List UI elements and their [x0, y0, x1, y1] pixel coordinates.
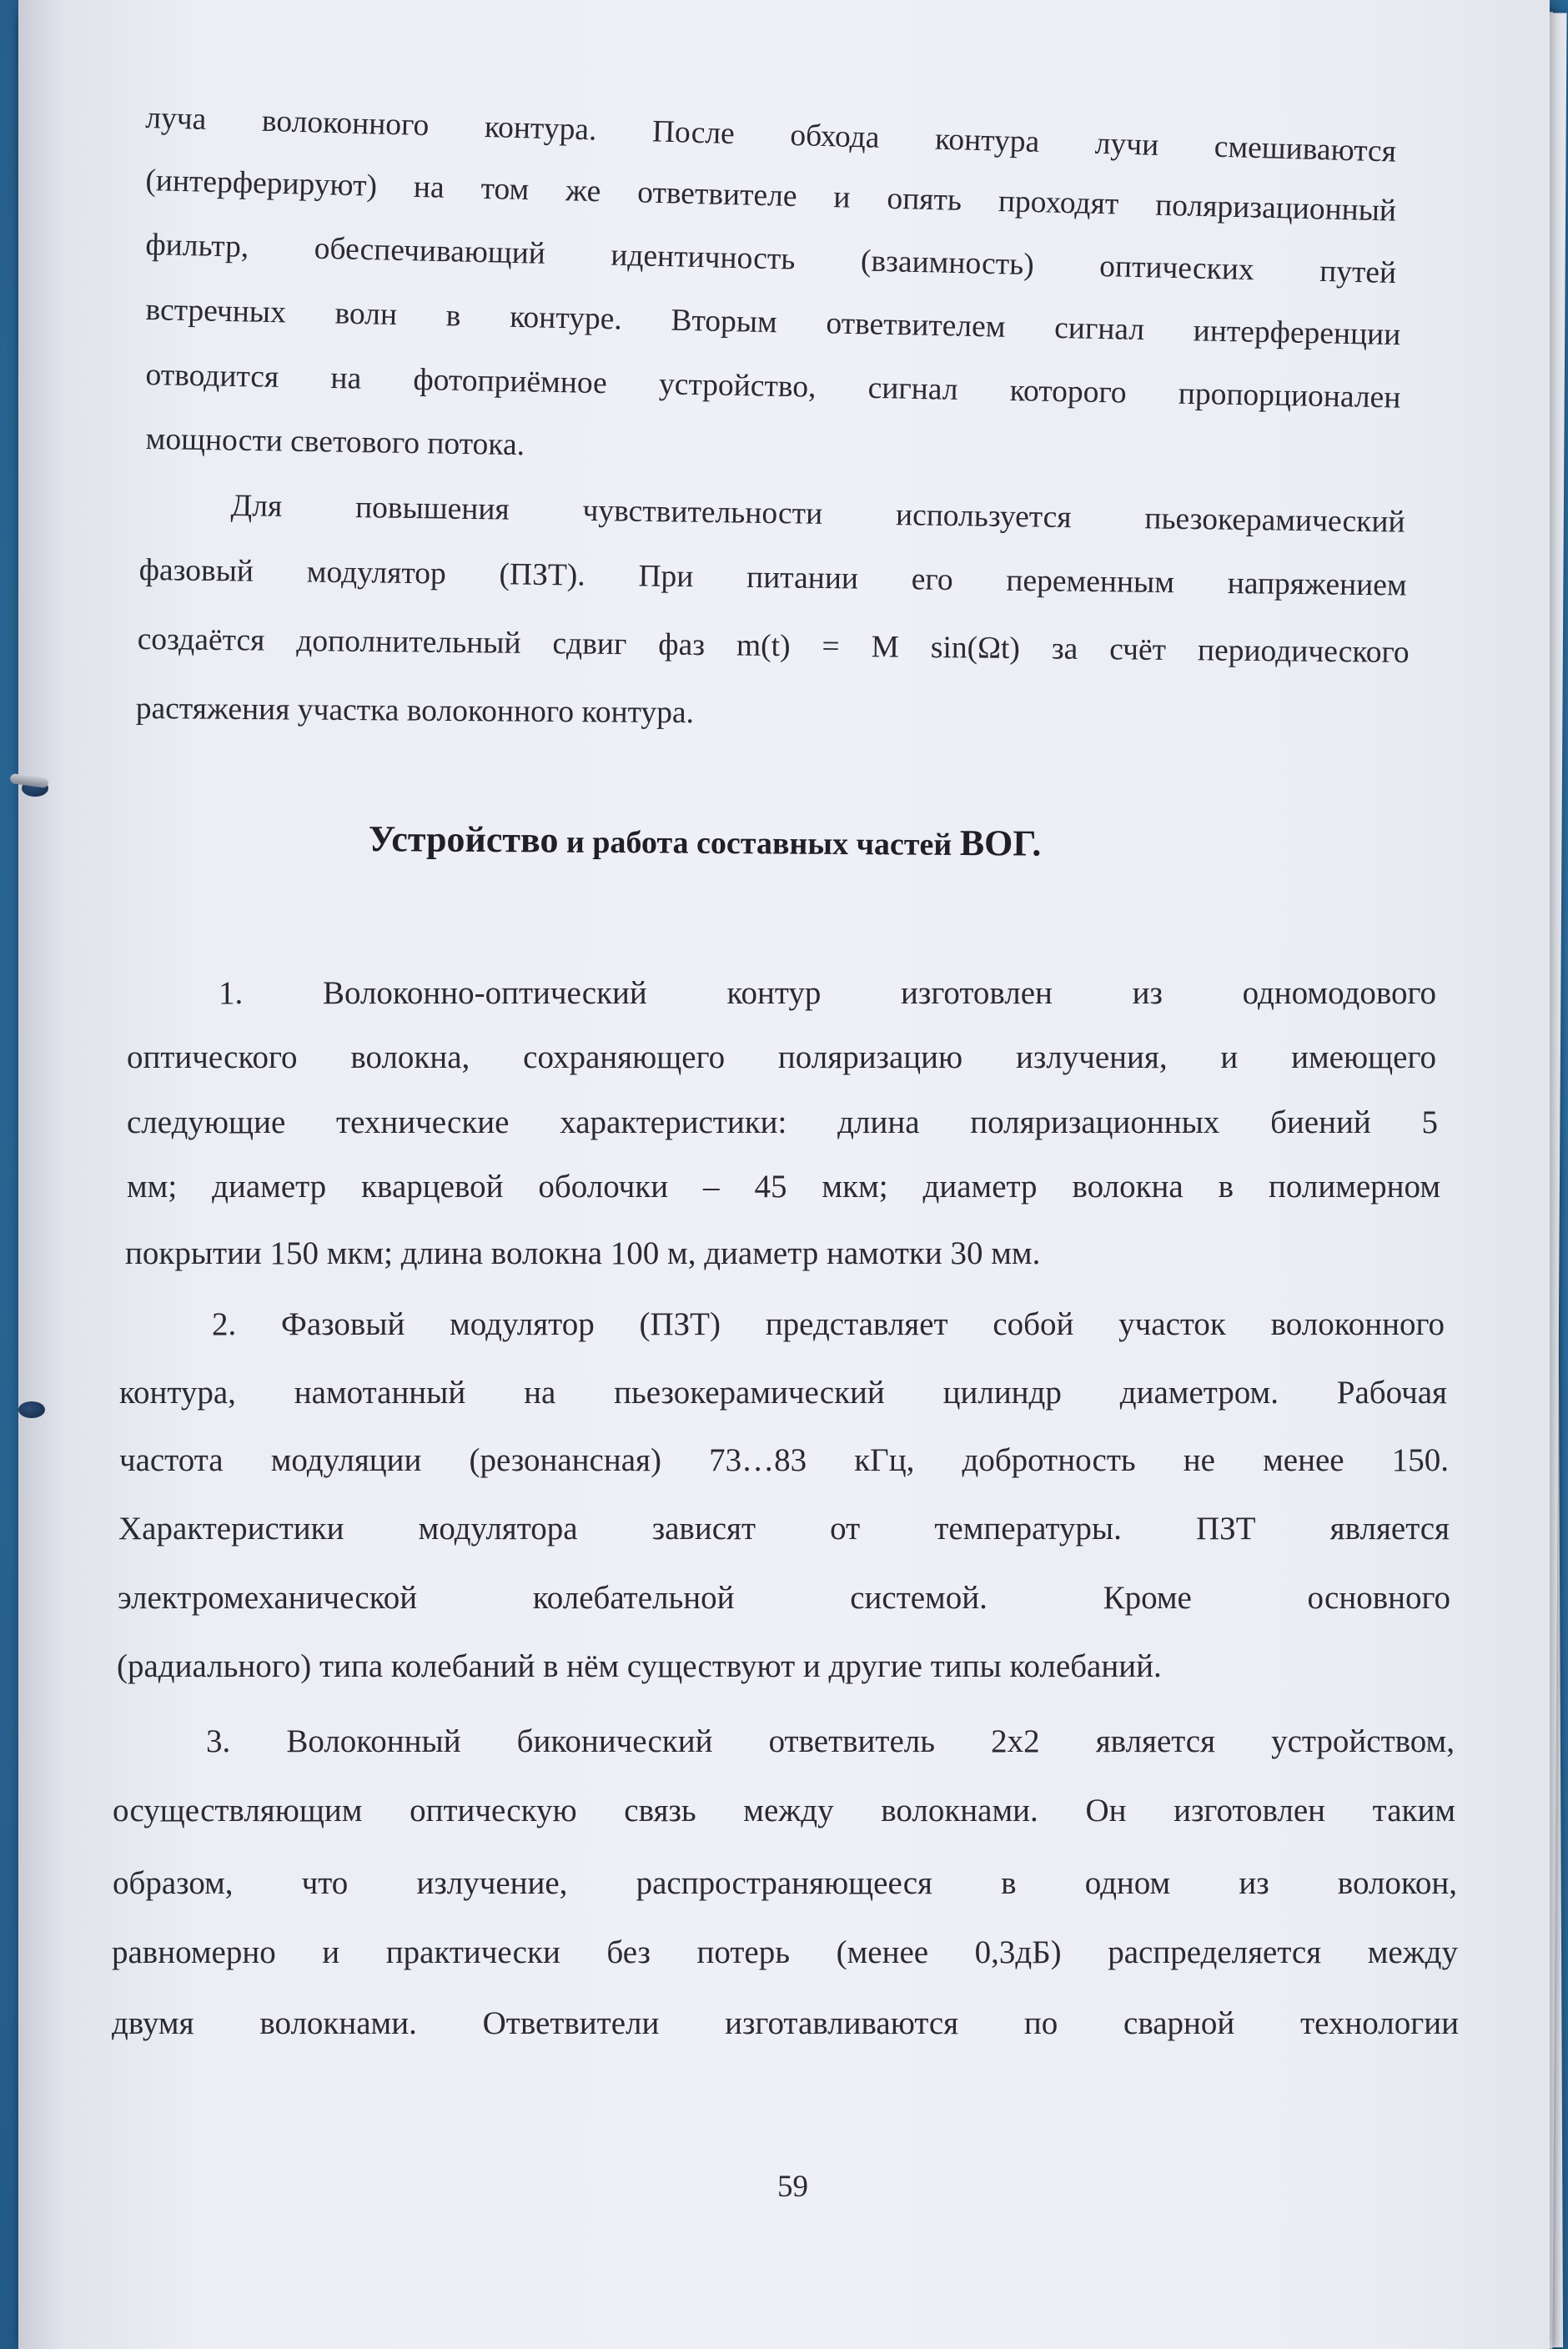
paragraph-1-line: луча волоконного контура. После обхода контура лучи смешиваются — [144, 100, 1397, 169]
item-2-line: (радиального) типа колебаний в нём существуют и другие типы колебаний. — [117, 1648, 1162, 1684]
item-2-line: электромеханической колебательной системой. Кроме основного — [118, 1580, 1450, 1616]
item-3-line: двумя волокнами. Ответвители изготавливаются по сварной технологии — [112, 2005, 1459, 2041]
page-number: 59 — [777, 2170, 808, 2204]
paragraph-2-line: создаётся дополнительный сдвиг фаз m(t) = M sin(Ωt) за счёт периодического — [137, 621, 1410, 670]
heading-part: Устройство — [368, 818, 559, 861]
item-1-line: мм; диаметр кварцевой оболочки – 45 мкм; диаметр волокна в полимерном — [127, 1169, 1440, 1205]
item-2-line: Характеристики модулятора зависят от температуры. ПЗТ является — [118, 1511, 1450, 1547]
binder-hole — [18, 1401, 45, 1418]
paragraph-1-line: встречных волн в контуре. Вторым ответвителем сигнал интерференции — [145, 292, 1401, 353]
paragraph-2-line: фазовый модулятор (ПЗТ). При питании его переменным напряжением — [138, 552, 1407, 603]
document-page — [18, 0, 1550, 2349]
heading-part: ВОГ. — [959, 822, 1042, 864]
item-3-line: равномерно и практически без потерь (менее 0,3дБ) распределяется между — [112, 1934, 1458, 1970]
item-1-line: 1. Волоконно-оптический контур изготовлен из одномодового — [219, 975, 1436, 1011]
paragraph-2-line: растяжения участка волоконного контура. — [135, 691, 695, 731]
item-2-line: 2. Фазовый модулятор (ПЗТ) представляет собой участок волоконного — [212, 1306, 1445, 1342]
item-3-line: осуществляющим оптическую связь между волокнами. Он изготовлен таким — [113, 1793, 1455, 1828]
item-1-line: следующие технические характеристики: длина поляризационных биений 5 — [127, 1104, 1438, 1140]
item-3-line: образом, что излучение, распространяющееся в одном из волокон, — [113, 1865, 1457, 1901]
paragraph-1-line: фильтр, обеспечивающий идентичность (взаимность) оптических путей — [145, 227, 1397, 291]
item-3-line: 3. Волоконный биконический ответвитель 2х2 является устройством, — [206, 1723, 1455, 1759]
paragraph-1-line: (интерферируют) на том же ответвителе и опять проходят поляризационный — [144, 163, 1397, 229]
paragraph-2-line: Для повышения чувствительности используется пьезокерамический — [230, 488, 1405, 540]
heading-part: и работа составных частей — [558, 824, 960, 863]
item-1-line: покрытии 150 мкм; длина волокна 100 м, диаметр намотки 30 мм. — [125, 1235, 1041, 1271]
item-2-line: контура, намотанный на пьезокерамический цилиндр диаметром. Рабочая — [119, 1375, 1447, 1411]
paragraph-1-line: отводится на фотоприёмное устройство, сигнал которого пропорционален — [145, 357, 1401, 415]
item-1-line: оптического волокна, сохраняющего поляризацию излучения, и имеющего — [127, 1039, 1436, 1075]
paragraph-1-line: мощности светового потока. — [145, 421, 525, 463]
section-heading — [369, 817, 1042, 865]
item-2-line: частота модуляции (резонансная) 73…83 кГц, добротность не менее 150. — [119, 1442, 1449, 1478]
